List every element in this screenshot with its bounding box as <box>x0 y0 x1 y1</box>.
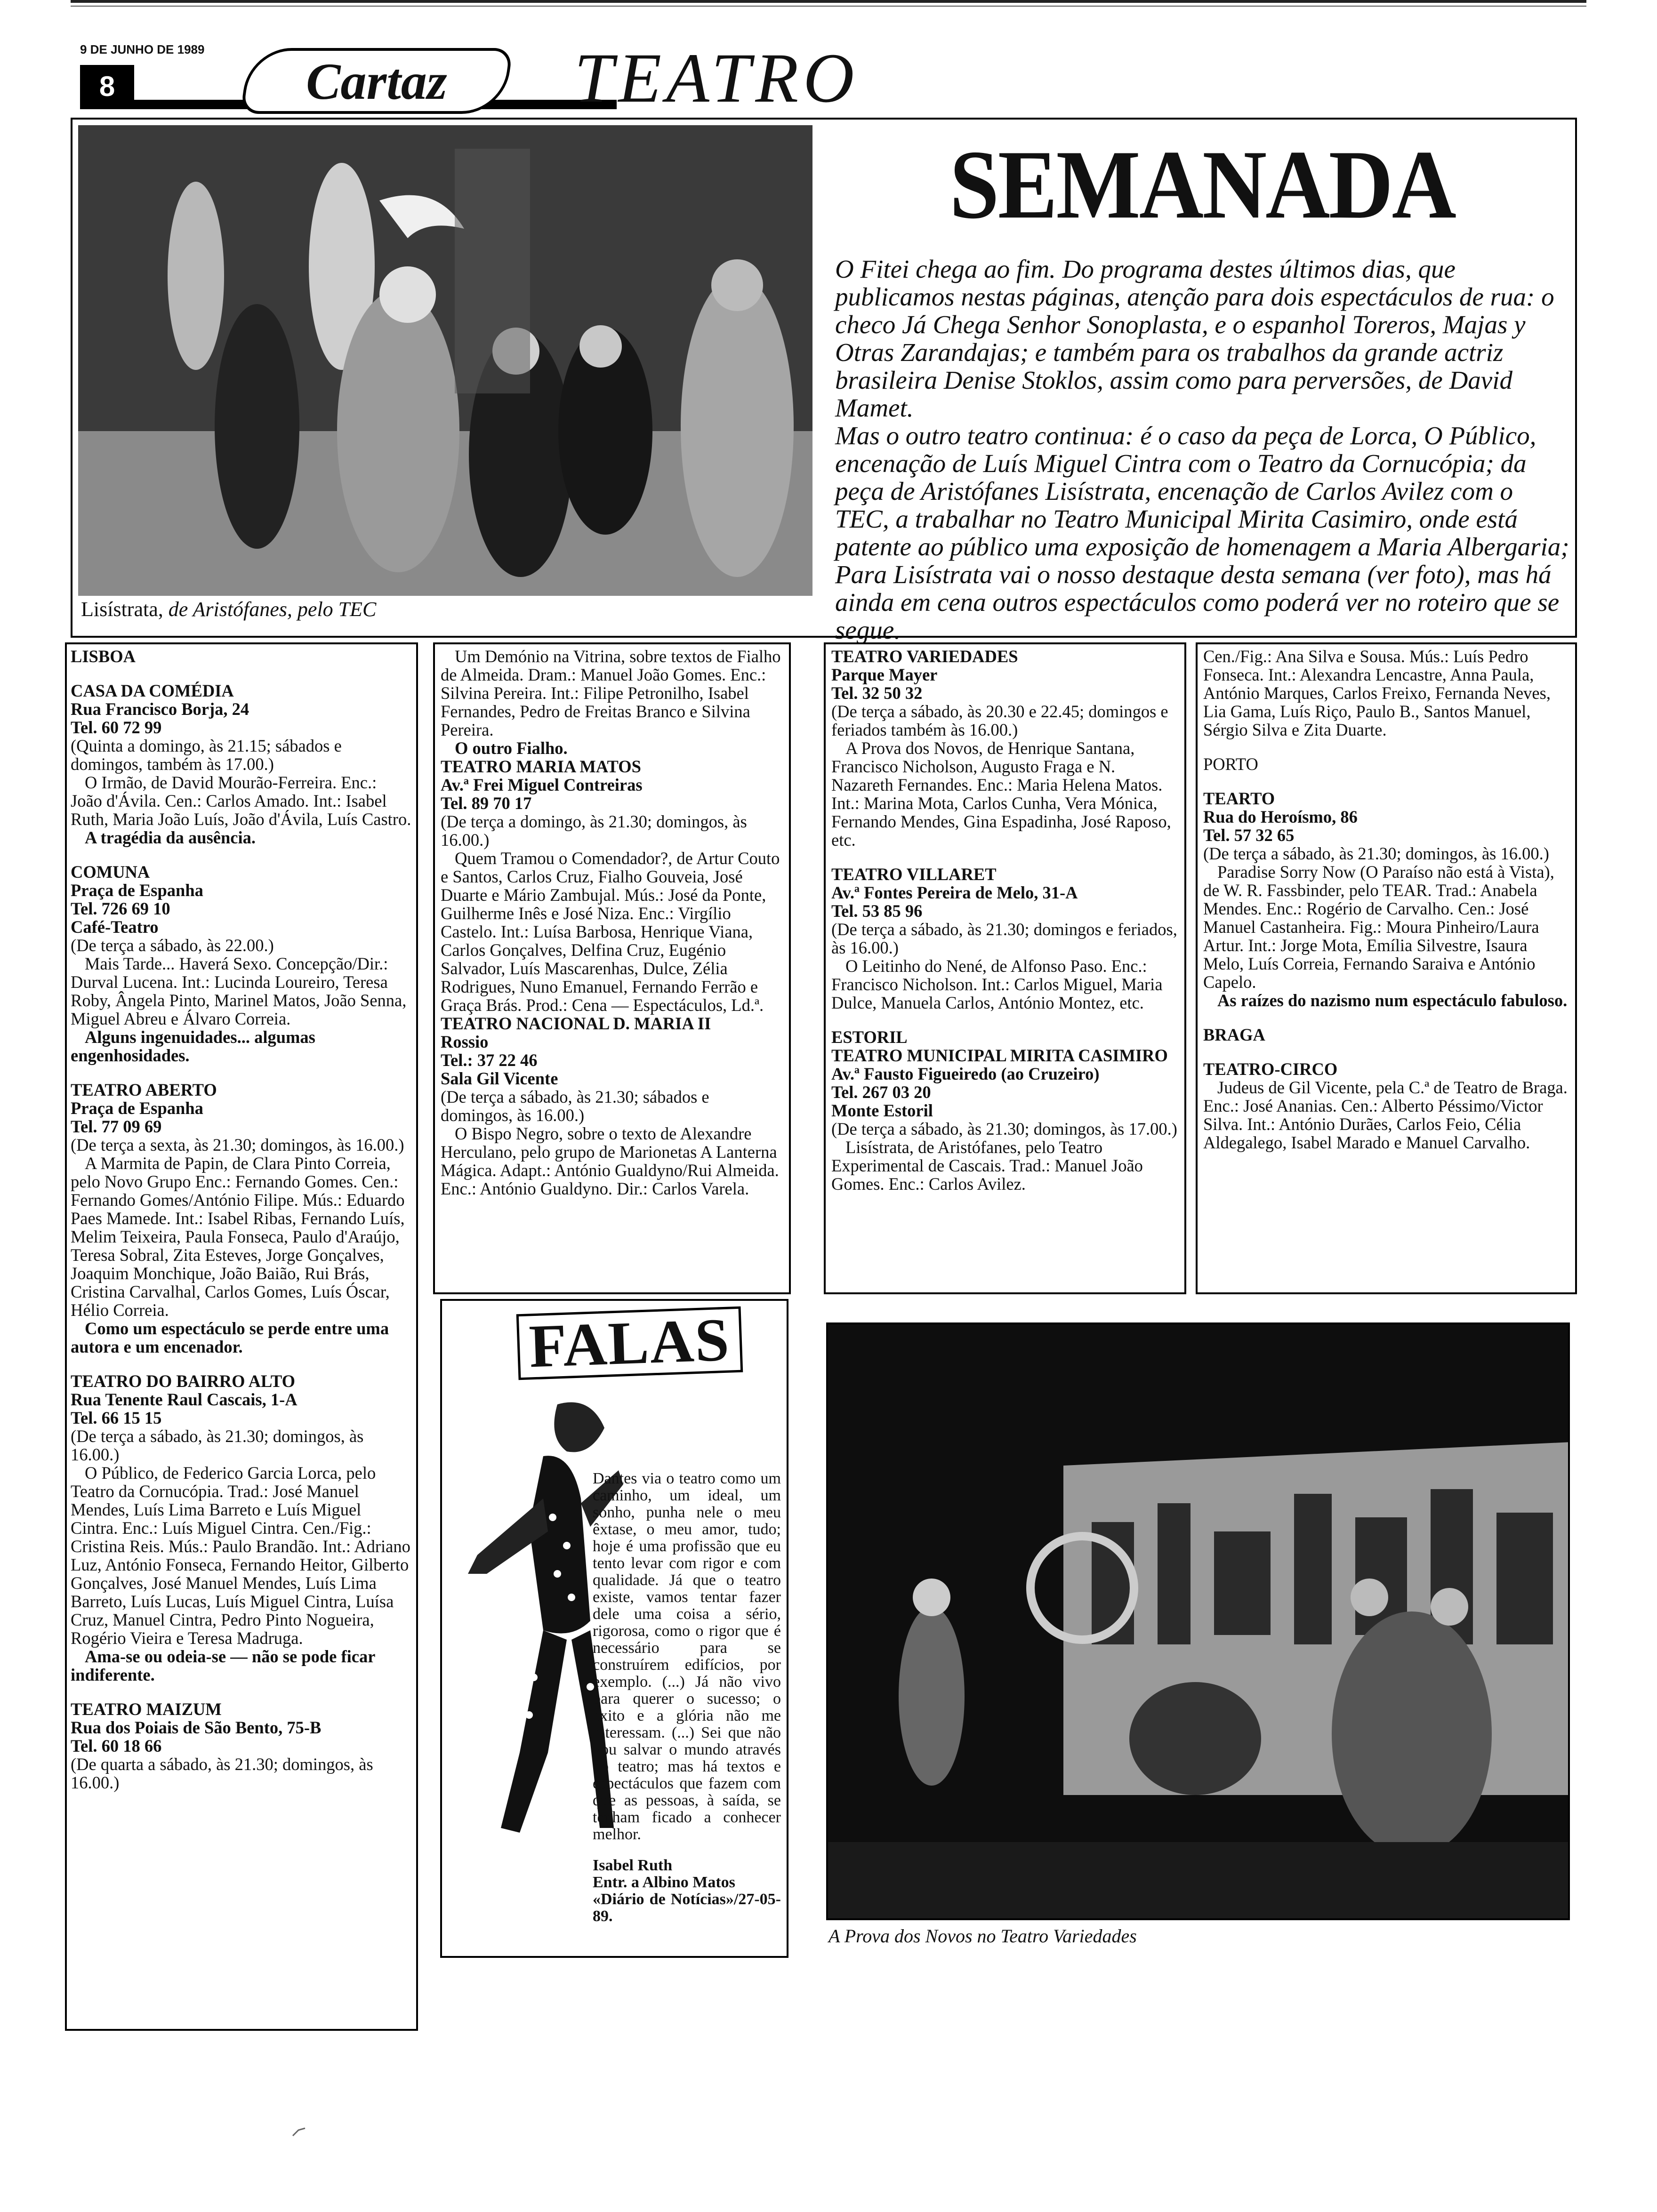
listing-entry: O Leitinho do Nené, de Alfonso Paso. Enc.: Francisco Nicholson. Int.: Carlos Miguel, Maria Dulce, Manuela Carlos, António Montez, etc. <box>831 956 1163 1012</box>
listing-verdict: Como um espectáculo se perde entre uma autora e um encenador. <box>71 1319 389 1356</box>
listing-heading: Monte Estoril <box>831 1101 933 1120</box>
lisistrata-photo <box>78 125 812 596</box>
listing-text: (De terça a sábado, às 21.30; domingos, às 16.00.) <box>71 1427 364 1464</box>
falas-box <box>440 1299 788 1958</box>
listing-verdict: Alguns ingenuidades... algumas engenhosidades. <box>71 1027 315 1065</box>
listings-column-4 <box>1196 642 1577 1294</box>
listing-heading: Tel. 267 03 20 <box>831 1082 931 1102</box>
listing-heading: TEATRO DO BAIRRO ALTO <box>71 1371 295 1391</box>
spacer <box>71 1356 412 1372</box>
caption-rest: de Aristófanes, pelo TEC <box>168 598 377 621</box>
listing-heading: Rua dos Poiais de São Bento, 75-B <box>71 1718 322 1737</box>
semanada-body <box>835 255 1569 644</box>
listing-entry: Mais Tarde... Haverá Sexo. Concepção/Dir.: Durval Lucena. Int.: Lucinda Loureiro, Teresa Roby, Ângela Pinto, Marinel Matos, João Senna, Miguel Abreu e Álvaro Correia. <box>71 954 407 1028</box>
listing-entry: Judeus de Gil Vicente, pela C.ª de Teatro de Braga. Enc.: José Ananias. Cen.: Alberto Péssimo/Victor Silva. Int.: António Durães, Carlos Feio, Célia Aldegalego, Isabel Marado e Manuel Carvalho. <box>1203 1078 1568 1152</box>
falas-title: FALAS <box>516 1306 743 1380</box>
spacer <box>1203 739 1569 755</box>
listing-verdict: O outro Fialho. <box>455 738 568 758</box>
falas-quote <box>593 1470 781 1925</box>
listing-entry: Paradise Sorry Now (O Paraíso não está à Vista), de W. R. Fassbinder, pelo TEAR. Trad.: Anabela Mendes. Enc.: Rogério de Carvalho. Cen.: José Manuel Castanheira. Fig.: Moura Pinheiro/Laura Artur. Int.: Jorge Mota, Emília Silvestre, Isaura Melo, Luís Correia, Fernando Saraiva e António Capelo. <box>1203 862 1554 992</box>
listing-entry: Um Demónio na Vitrina, sobre textos de Fialho de Almeida. Dram.: Manuel João Gomes. Enc.: Silvina Pereira. Int.: Filipe Petronilho, Isabel Fernandes, Pedro de Freitas Branco e Silvina Pereira. <box>441 647 781 739</box>
listing-text: (De terça a sábado, às 22.00.) <box>71 936 274 955</box>
listing-heading: Tel. 53 85 96 <box>831 901 923 921</box>
listing-text: (De terça a sexta, às 21.30; domingos, às 16.00.) <box>71 1135 404 1154</box>
listing-text: (Quinta a domingo, às 21.15; sábados e domingos, também às 17.00.) <box>71 736 342 774</box>
listing-heading: TEATRO MAIZUM <box>71 1699 222 1719</box>
listing-heading: Av.ª Fontes Pereira de Melo, 31-A <box>831 883 1078 902</box>
listing-heading: TEATRO VARIEDADES <box>831 647 1018 666</box>
listing-heading: TEATRO-CIRCO <box>1203 1059 1338 1079</box>
spacer <box>71 1065 412 1081</box>
listing-heading: Tel. 89 70 17 <box>441 793 532 813</box>
listing-heading: Tel. 726 69 10 <box>71 899 170 918</box>
listing-text: (De terça a sábado, às 20.30 e 22.45; domingos e feriados também às 16.00.) <box>831 702 1168 739</box>
page-header <box>71 28 1577 117</box>
listing-text: (De terça a sábado, às 21.30; sábados e domingos, às 16.00.) <box>441 1087 709 1125</box>
listing-verdict: As raízes do nazismo num espectáculo fabuloso. <box>1217 991 1568 1010</box>
spacer <box>1203 1044 1569 1060</box>
listings-column-1 <box>65 642 418 2031</box>
listing-text: (De terça a domingo, às 21.30; domingos, às 16.00.) <box>441 812 747 850</box>
listing-heading: ESTORIL <box>831 1027 908 1047</box>
prova-dos-novos-photo <box>826 1322 1570 1920</box>
listing-heading: LISBOA <box>71 647 136 666</box>
magazine-logo <box>240 48 513 114</box>
listing-entry: O Irmão, de David Mourão-Ferreira. Enc.: João d'Ávila. Cen.: Carlos Amado. Int.: Isabel Ruth, Maria João Luís, João d'Ávila, Luís Castro. <box>71 773 411 829</box>
listing-text: (De terça a sábado, às 21.30; domingos e feriados, às 16.00.) <box>831 920 1177 957</box>
semanada-article <box>835 120 1569 644</box>
listing-entry: Quem Tramou o Comendador?, de Artur Couto e Santos, Carlos Cruz, Fialho Gouveia, José Duarte e Mário Zambujal. Mús.: José da Ponte, Guilherme Inês e José Niza. Enc.: Virgílio Castelo. Int.: Luísa Barbosa, Henrique Viana, Carlos Gonçalves, Delfina Cruz, Eugénio Salvador, Luís Mascarenhas, Dulce, Zélia Rodrigues, Nuno Emanuel, Fernando Ferrão e Graça Brás. Prod.: Cena — Espectáculos, Ld.ª. <box>441 849 780 1015</box>
falas-author: Isabel Ruth <box>593 1857 673 1874</box>
listing-heading: TEATRO ABERTO <box>71 1080 217 1099</box>
ink-mark <box>292 2127 306 2137</box>
listing-heading: Av.ª Frei Miguel Contreiras <box>441 775 643 794</box>
listing-heading: Tel. 32 50 32 <box>831 683 923 703</box>
listing-entry: A Prova dos Novos, de Henrique Santana, Francisco Nicholson, Augusto Fraga e N. Nazareth Fernandes. Enc.: Maria Helena Matos. Int.: Marina Mota, Carlos Cunha, Vera Mónica, Fernando Mendes, Gina Espadinha, José Raposo, etc. <box>831 738 1171 850</box>
listing-heading: Café-Teatro <box>71 917 159 937</box>
listing-entry: O Público, de Federico Garcia Lorca, pelo Teatro da Cornucópia. Trad.: José Manuel Mendes, Luís Lima Barreto e Luís Miguel Cintra. Enc.: Luís Miguel Cintra. Cen./Fig.: Cristina Reis. Mús.: Paulo Brandão. Int.: Adriano Luz, António Fonseca, Fernando Heitor, Gilberto Gonçalves, José Manuel Mendes, Luís Lima Barreto, Luís Lucas, Luís Miguel Cintra, Luísa Cruz, Manuel Cintra, Pedro Pinto Nogueira, Rogério Vieira e Teresa Madruga. <box>71 1463 410 1648</box>
semanada-paragraph-2: Mas o outro teatro continua: é o caso da peça de Lorca, O Público, encenação de Luís Miguel Cintra com o Teatro da Cornucópia; da peça de Aristófanes Lisístrata, encenação de Carlos Avilez com o TEC, a trabalhar no Teatro Municipal Mirita Casimiro, onde está patente ao público uma exposição de homenagem a Maria Albergaria; Para Lisístrata vai o nosso destaque desta semana (ver foto), mas há ainda em cena outros espectáculos como poderá ver no roteiro que se segue. <box>835 421 1569 644</box>
spacer <box>71 847 412 863</box>
lisistrata-caption <box>81 597 376 621</box>
lisistrata-photo-art <box>78 125 812 596</box>
prova-dos-novos-photo-art <box>828 1324 1570 1920</box>
listing-heading: Praça de Espanha <box>71 1098 203 1118</box>
falas-quote-text: Dantes via o teatro como um caminho, um ideal, um sonho, punha nele o meu êxtase, o meu amor, tudo; hoje é uma profissão que eu tento levar com rigor e com qualidade. Já que o teatro existe, vamos tentar fazer dele uma coisa a sério, rigorosa, como o rigor que é necessário para se construírem edifícios, por exemplo. (...) Já não vivo para querer o sucesso; o êxito e a glória não me interessam. (...) Sei que não vou salvar o mundo através do teatro; mas há textos e espectáculos que fazem com que as pessoas, à saída, se tenham ficado a conhecer melhor. <box>593 1470 781 1843</box>
magazine-logo-text: Cartaz <box>306 53 447 110</box>
listing-heading: Rua Tenente Raul Cascais, 1-A <box>71 1390 298 1409</box>
top-feature-box <box>71 118 1577 644</box>
spacer <box>831 849 1179 865</box>
prova-dos-novos-caption: A Prova dos Novos no Teatro Variedades <box>828 1925 1137 1947</box>
semanada-paragraph-1: O Fitei chega ao fim. Do programa destes últimos dias, que publicamos nestas páginas, atenção para dois espectáculos de rua: o checo Já Chega Senhor Sonoplasta, e o espanhol Toreros, Majas y Otras Zarandajas; e também para os trabalhos da grande actriz brasileira Denise Stoklos, assim como para perversões, de David Mamet. <box>835 255 1554 422</box>
listing-heading: TEATRO NACIONAL D. MARIA II <box>441 1014 711 1033</box>
listing-entry: A Marmita de Papin, de Clara Pinto Correia, pelo Novo Grupo Enc.: Fernando Gomes. Cen.: Fernando Gomes/António Filipe. Mús.: Eduardo Paes Mamede. Int.: Isabel Ribas, Fernando Luís, Melim Teixeira, Paula Fonseca, Paulo d'Araújo, Teresa Sobral, Zita Esteves, Jorge Gonçalves, Joaquim Monchique, João Baião, Rui Brás, Cristina Carvalhal, Carlos Gomes, Luís Óscar, Hélio Correia. <box>71 1154 405 1320</box>
listing-heading: Tel. 60 18 66 <box>71 1736 162 1755</box>
falas-source-2: «Diário de Notícias»/27-05-89. <box>593 1891 781 1925</box>
listing-text: (De quarta a sábado, às 21.30; domingos, às 16.00.) <box>71 1755 373 1792</box>
listing-heading: Tel. 57 32 65 <box>1203 825 1295 845</box>
listing-text: Cen./Fig.: Ana Silva e Sousa. Mús.: Luís Pedro Fonseca. Int.: Alexandra Lencastre, Anna Paula, António Marques, Carlos Freixo, Fernanda Neves, Lia Gama, Luís Riço, Paulo B., Santos Manuel, Sérgio Silva e Zita Duarte. <box>1203 647 1551 739</box>
listing-heading: Tel. 77 09 69 <box>71 1117 162 1136</box>
listing-heading: Tel.: 37 22 46 <box>441 1050 538 1070</box>
listing-verdict: A tragédia da ausência. <box>85 828 256 847</box>
listing-heading: TEATRO MUNICIPAL MIRITA CASIMIRO <box>831 1046 1168 1065</box>
falas-source-1: Entr. a Albino Matos <box>593 1874 735 1891</box>
spacer <box>1203 773 1569 789</box>
spacer <box>1203 1010 1569 1026</box>
listing-heading: Rua Francisco Borja, 24 <box>71 699 249 719</box>
listing-heading: Rua do Heroísmo, 86 <box>1203 807 1358 826</box>
listing-heading: TEATRO VILLARET <box>831 865 997 884</box>
section-title: TEATRO <box>574 39 859 117</box>
listing-heading: CASA DA COMÉDIA <box>71 681 234 700</box>
listings-column-2 <box>433 642 791 1294</box>
caption-title: Lisístrata, <box>81 598 163 621</box>
listing-heading: Av.ª Fausto Figueiredo (ao Cruzeiro) <box>831 1064 1100 1083</box>
listing-heading: Parque Mayer <box>831 665 938 684</box>
listing-text: (De terça a sábado, às 21.30; domingos, às 17.00.) <box>831 1119 1177 1138</box>
header-rule <box>71 0 1586 7</box>
listing-heading: Rossio <box>441 1032 489 1051</box>
listings-column-3 <box>824 642 1186 1294</box>
listing-text: PORTO <box>1203 754 1258 774</box>
listing-heading: BRAGA <box>1203 1025 1265 1044</box>
listing-heading: TEATRO MARIA MATOS <box>441 757 641 776</box>
listing-heading: Tel. 66 15 15 <box>71 1408 162 1427</box>
listing-heading: TEARTO <box>1203 789 1275 808</box>
listing-text: (De terça a sábado, às 21.30; domingos, às 16.00.) <box>1203 844 1549 863</box>
listing-heading: Praça de Espanha <box>71 881 203 900</box>
listing-heading: COMUNA <box>71 862 150 882</box>
spacer <box>71 1684 412 1700</box>
spacer <box>831 1012 1179 1028</box>
listing-heading: Sala Gil Vicente <box>441 1069 558 1088</box>
listing-entry: Lisístrata, de Aristófanes, pelo Teatro Experimental de Cascais. Trad.: Manuel João Gomes. Enc.: Carlos Avilez. <box>831 1138 1143 1194</box>
listing-heading: Tel. 60 72 99 <box>71 718 162 737</box>
listing-entry: O Bispo Negro, sobre o texto de Alexandre Herculano, pelo grupo de Marionetas A Lanterna Mágica. Adapt.: António Gualdyno/Rui Almeida. Enc.: António Gualdyno. Dir.: Carlos Varela. <box>441 1124 779 1198</box>
listing-verdict: Ama-se ou odeia-se — não se pode ficar indiferente. <box>71 1647 375 1684</box>
spacer <box>71 665 412 681</box>
page-number: 8 <box>80 65 134 108</box>
header-date: 9 DE JUNHO DE 1989 <box>80 42 205 56</box>
semanada-title: SEMANADA <box>949 130 1455 240</box>
